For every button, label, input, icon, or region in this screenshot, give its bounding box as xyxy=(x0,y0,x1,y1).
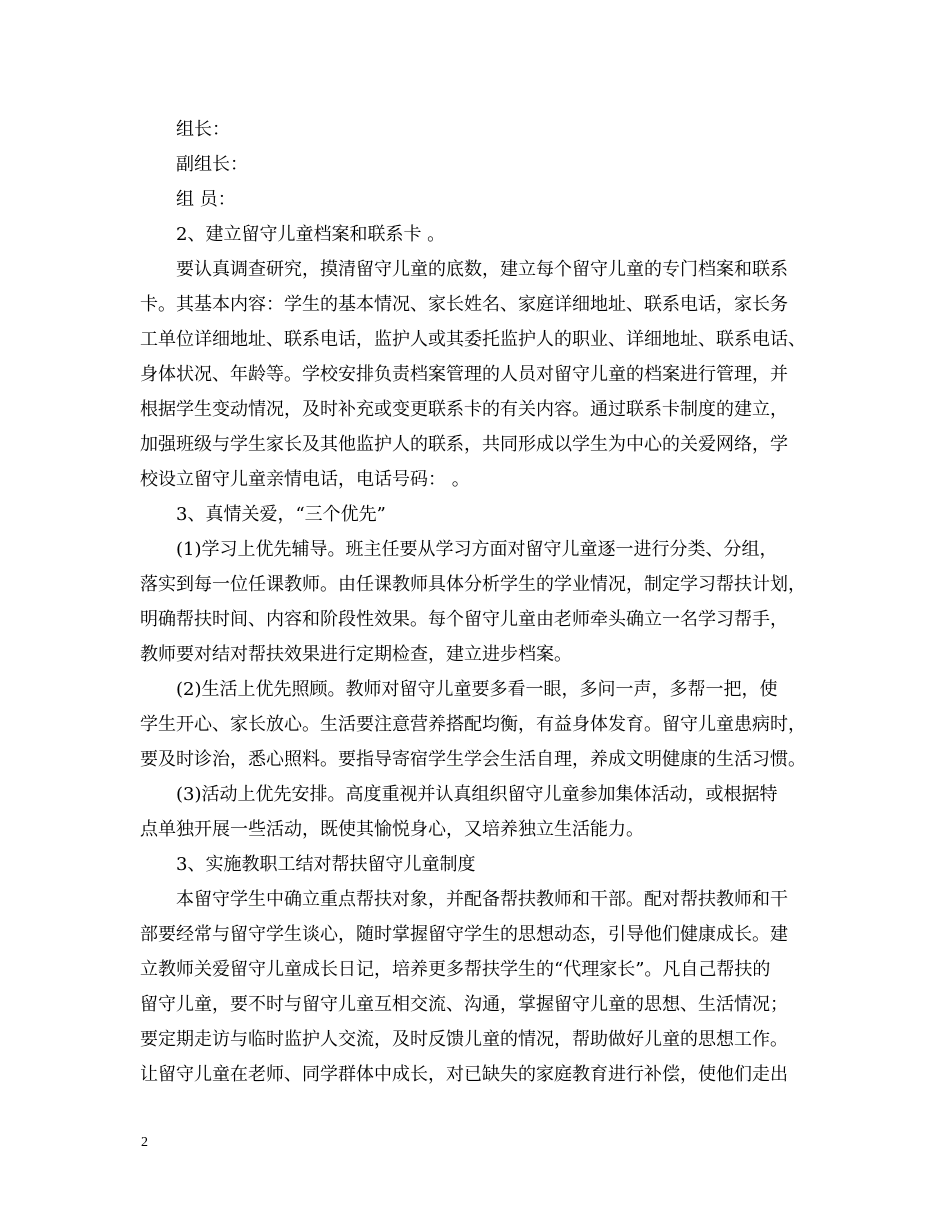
paragraph-line: 落实到每一位任课教师。由任课教师具体分析学生的学业情况，制定学习帮扶计划， xyxy=(140,574,806,595)
paragraph-line: 工单位详细地址、联系电话，监护人或其委托监护人的职业、详细地址、联系电话、 xyxy=(140,329,806,350)
paragraph-line: 根据学生变动情况，及时补充或变更联系卡的有关内容。通过联系卡制度的建立， xyxy=(140,399,788,420)
page-number: 2 xyxy=(141,1135,148,1150)
paragraph-line: 要认真调查研究，摸清留守儿童的底数，建立每个留守儿童的专门档案和联系 xyxy=(176,259,788,280)
paragraph-line: (3)活动上优先安排。高度重视并认真组织留守儿童参加集体活动，或根据特 xyxy=(176,784,778,805)
paragraph-line: (2)生活上优先照顾。教师对留守儿童要多看一眼，多问一声，多帮一把，使 xyxy=(176,679,778,700)
paragraph-line: 本留守学生中确立重点帮扶对象，并配备帮扶教师和干部。配对帮扶教师和干 xyxy=(176,889,788,910)
paragraph-line: 要定期走访与临时监护人交流，及时反馈儿童的情况，帮助做好儿童的思想工作。 xyxy=(140,1029,788,1050)
text-line-members: 组 员： xyxy=(176,189,236,210)
section-heading-archives: 2、建立留守儿童档案和联系卡 。 xyxy=(176,224,446,245)
paragraph-line: 点单独开展一些活动，既使其愉悦身心，又培养独立生活能力。 xyxy=(140,819,644,840)
paragraph-line: 立教师关爱留守儿童成长日记，培养更多帮扶学生的“代理家长”。凡自己帮扶的 xyxy=(140,959,771,980)
paragraph-line: 学生开心、家长放心。生活要注意营养搭配均衡，有益身体发育。留守儿童患病时， xyxy=(140,714,806,735)
document-body xyxy=(140,112,830,1092)
section-heading-care: 3、真情关爱，“三个优先” xyxy=(176,504,386,525)
paragraph-line: 加强班级与学生家长及其他监护人的联系，共同形成以学生为中心的关爱网络，学 xyxy=(140,434,788,455)
paragraph-line: 留守儿童，要不时与留守儿童互相交流、沟通，掌握留守儿童的思想、生活情况； xyxy=(140,994,788,1015)
text-line-leader: 组长： xyxy=(176,119,230,140)
paragraph-line: 要及时诊治，悉心照料。要指导寄宿学生学会生活自理，养成文明健康的生活习惯。 xyxy=(140,749,806,770)
paragraph-line: 身体状况、年龄等。学校安排负责档案管理的人员对留守儿童的档案进行管理，并 xyxy=(140,364,788,385)
paragraph-line: 校设立留守儿童亲情电话，电话号码： 。 xyxy=(140,469,470,490)
paragraph-line: 卡。其基本内容：学生的基本情况、家长姓名、家庭详细地址、联系电话，家长务 xyxy=(140,294,788,315)
paragraph-line: (1)学习上优先辅导。班主任要从学习方面对留守儿童逐一进行分类、分组， xyxy=(176,539,778,560)
paragraph-line: 教师要对结对帮扶效果进行定期检查，建立进步档案。 xyxy=(140,644,572,665)
section-heading-pairing: 3、实施教职工结对帮扶留守儿童制度 xyxy=(176,854,476,875)
paragraph-line: 部要经常与留守学生谈心，随时掌握留守学生的思想动态，引导他们健康成长。建 xyxy=(140,924,788,945)
text-line-deputy-leader: 副组长： xyxy=(176,154,248,175)
paragraph-line: 明确帮扶时间、内容和阶段性效果。每个留守儿童由老师牵头确立一名学习帮手， xyxy=(140,609,788,630)
paragraph-line: 让留守儿童在老师、同学群体中成长，对已缺失的家庭教育进行补偿，使他们走出 xyxy=(140,1064,788,1085)
